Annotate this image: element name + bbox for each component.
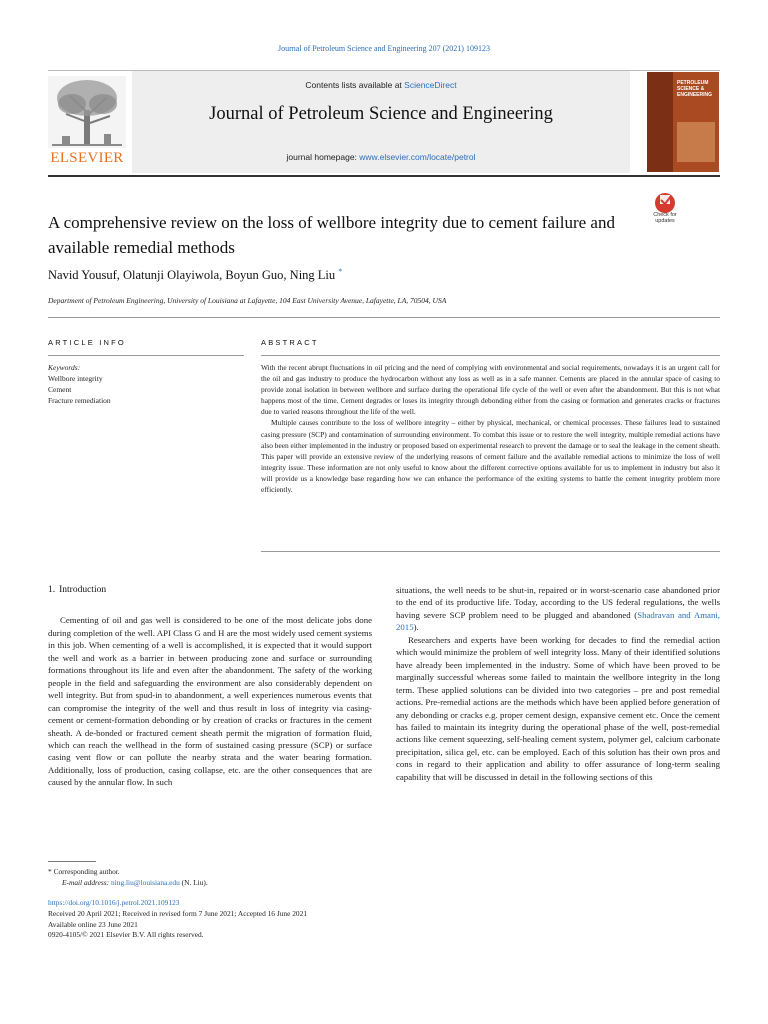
sciencedirect-link[interactable]: ScienceDirect [404, 80, 457, 90]
journal-homepage-link[interactable]: www.elsevier.com/locate/petrol [359, 152, 476, 162]
keyword-item: Fracture remediation [48, 396, 111, 405]
email-label: E-mail address: [62, 878, 110, 887]
homepage-prefix: journal homepage: [286, 152, 360, 162]
article-info-heading: ARTICLE INFO [48, 338, 126, 347]
cover-title: PETROLEUM SCIENCE & ENGINEERING [677, 80, 713, 98]
article-title: A comprehensive review on the loss of wellbore integrity due to cement failure and available remedial methods [48, 213, 615, 257]
running-head[interactable]: Journal of Petroleum Science and Engineering 207 (2021) 109123 [278, 44, 490, 53]
abstract-paragraph: With the recent abrupt fluctuations in oil pricing and the need of complying with environmental and social requirements, nowadays it is an urgent call for the oil and gas industry to produce the hydrocarbon without any loss as well as in a safe manner. Cements are placed in the annular space of casing to provide zonal isolation in between wellbore and surface during the operational life cycle of the well or even after the abandonment. But this is not what happens most of the time. Cement degrades or loses its integrity through debonding either from the casing or formation and generates cracks or fractures due to varied reasons throughout the life of the well. [261, 363, 720, 417]
cover-image [677, 122, 715, 162]
article-info-rule [48, 355, 244, 356]
abstract-rule [261, 355, 720, 356]
copyright-line: 0920-4105/© 2021 Elsevier B.V. All rights reserved. [48, 930, 204, 940]
elsevier-wordmark[interactable]: ELSEVIER [50, 150, 124, 166]
masthead-bottom-rule [48, 175, 720, 177]
citation-link[interactable]: Shadravan and Amani, 2015 [396, 609, 720, 633]
body-column-left [48, 584, 372, 789]
corresponding-author-mark[interactable]: * [338, 267, 343, 276]
contents-line [132, 80, 630, 90]
abstract-body [261, 362, 720, 495]
abstract-paragraph: Multiple causes contribute to the loss of wellbore integrity – either by physical, mechanical, or chemical processes. These failures lead to sustained casing pressure (SCP) and contamination of surrounding environment. To combat this issue or to restore the well integrity, multiple remedial actions have also been either implemented in the industry or proposed based on experimental research to prevent the damage or to seal the leakage in the cement sheath. This paper will provide an extensive review of the underlying reasons of cement failure and the available remedial actions to minimize the loss of well integrity issue. These information are not only useful to know about the different corrective options available for us to implement in industry but also it will provide us a knowledge base regarding how we can enhance the performance of the exiting systems to battle the cement integrity problem more efficiently. [261, 418, 720, 495]
received-dates: Received 20 April 2021; Received in revised form 7 June 2021; Accepted 16 June 2021 [48, 908, 308, 918]
footnote [48, 866, 208, 888]
abstract-bottom-rule [261, 551, 720, 552]
paragraph-text: situations, the well needs to be shut-in, repaired or in worst-scenario case abandoned prior to the end of its productive life. Today, according to the US federal regulations, the wells having severe SCP problem need to be plugged and abandoned ( [396, 585, 720, 620]
publication-info [48, 898, 307, 941]
body-paragraph: Cementing of oil and gas well is considered to be one of the most delicate jobs done during completion of the well. API Class G and H are the most widely used cement systems in this job. When cementing of a well is accomplished, it is expected that it would support the well and work as a barrier in between producing zone and surface or surrounding formations throughout its life and even after the abandonment. The safety of the working people in the field and safeguarding the environment are also considerably dependent on well integrity. But from spud-in to abandonment, a well experiences numerous events that can compromise the integrity of the well and thus result in loss of integrity via casing-cement or cement-formation debonding or by creation of cracks or fractures in the cement sheath. A de-bonded or fractured cement sheath permit the migration of formation fluid, which can reach the wellhead in the form of sustained casing pressure (SCP) or surface casing vent flow or can pollute the nearby strata and the water bearing formation. Additionally, loss of production, casing collapse, etc. are the other consequences that are caused by the annular flow. In such [48, 615, 372, 788]
affiliation-rule [48, 317, 720, 318]
authors-text: Navid Yousuf, Olatunji Olayiwola, Boyun Guo, Ning Liu [48, 268, 336, 283]
section-heading-introduction [48, 584, 372, 596]
journal-cover-thumbnail[interactable] [647, 72, 719, 172]
corresponding-author-note [48, 866, 208, 877]
footnote-rule [48, 861, 96, 862]
footnote-text: Corresponding author. [53, 867, 120, 876]
paragraph-text-end: ). [413, 622, 419, 633]
abstract-heading: ABSTRACT [261, 338, 319, 347]
email-line [48, 877, 208, 888]
check-for-updates-label[interactable]: Check for updates [653, 212, 677, 224]
keywords-block [48, 362, 111, 406]
footnote-mark: * [48, 867, 52, 876]
homepage-line [132, 152, 630, 162]
email-suffix: (N. Liu). [181, 878, 208, 887]
keywords-label: Keywords: [48, 363, 81, 372]
body-paragraph-continued [396, 584, 720, 634]
doi-link[interactable]: https://doi.org/10.1016/j.petrol.2021.109123 [48, 898, 180, 907]
section-number: 1. [48, 585, 56, 595]
keyword-item: Cement [48, 385, 72, 394]
section-title: Introduction [59, 585, 107, 595]
body-column-right [396, 584, 720, 783]
keyword-item: Wellbore integrity [48, 374, 103, 383]
author-list [48, 267, 342, 283]
email-link[interactable]: ning.liu@louisiana.edu [111, 878, 180, 887]
affiliation: Department of Petroleum Engineering, University of Louisiana at Lafayette, 104 East University Avenue, Lafayette, LA, 70504, USA [48, 296, 447, 305]
cover-side-band [647, 72, 673, 172]
journal-title: Journal of Petroleum Science and Engineering [209, 104, 553, 124]
contents-prefix: Contents lists available at [305, 80, 405, 90]
body-paragraph: Researchers and experts have been working for decades to find the remedial action which would minimize the problem of well integrity loss. Many of their identified solutions have already been implemented in the industry. Some of which have been proved to be marginally successful whereas some failed to maintain the wellbore integrity in the long term. These applied solutions can be divided into two categories – pre and post remedial actions. Pre-remedial actions are the methods which have been applied before generation of any debonding or cracks e.g. proper cement design, expansive cement etc. Once the cement has failed to maintain its integrity during the operational phase of the well, post-remedial actions like cement squeezing, self-healing cement system, polymer gel, calcium carbonate precipitation, silica gel, etc. can be employed. Each of this solution has their own pros and cons in regard to their application and ability to offer assurance of long-term sealing capability that will be discussed in detail in the following sections of this [396, 634, 720, 782]
available-online-date: Available online 23 June 2021 [48, 919, 138, 929]
